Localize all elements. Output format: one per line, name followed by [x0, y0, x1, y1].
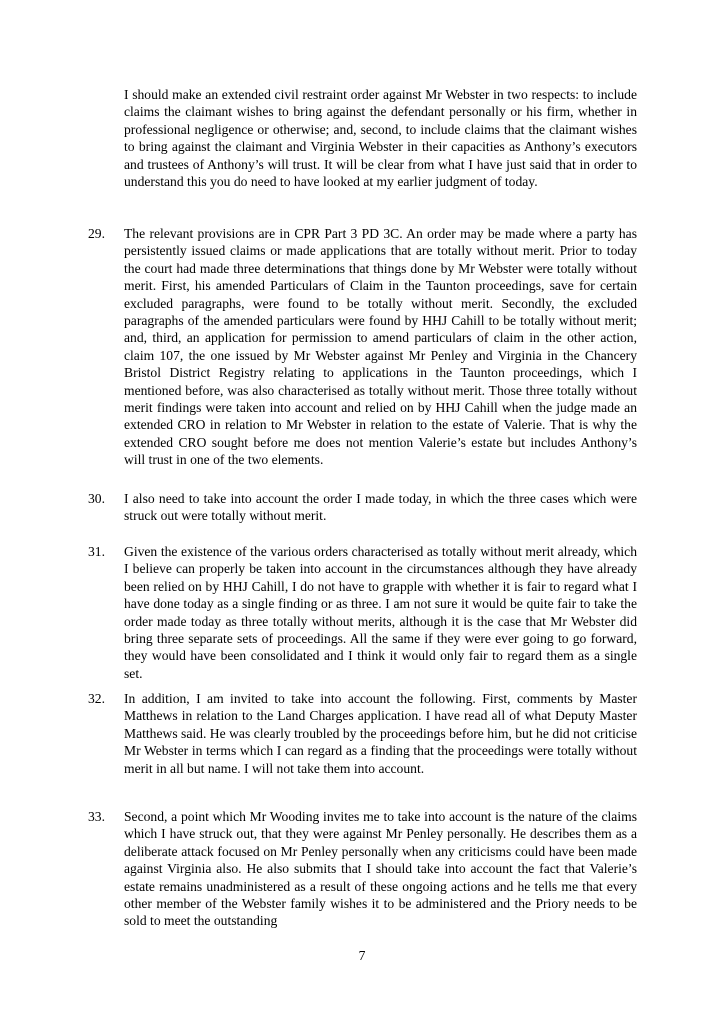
- page-number: 7: [358, 948, 366, 963]
- paragraph-33: [88, 808, 637, 930]
- paragraph-32: [88, 690, 637, 777]
- paragraph-text: Second, a point which Mr Wooding invites me to take into account is the nature of the claims which I have struck out, that they were against Mr Penley personally. He describes them as a deliberate attack focused on Mr Penley personally when any criticisms could have been made against Virginia also. He also submits that I should take into account the fact that Valerie’s estate remains unadministered as a result of these ongoing actions and he tells me that every other member of the Webster family wishes it to be administered and the Priory needs to be sold to meet the outstanding: [124, 809, 637, 929]
- paragraph-number: 31.: [88, 544, 105, 559]
- paragraph-text: The relevant provisions are in CPR Part 3 PD 3C. An order may be made where a party has persistently issued claims or made applications that are totally without merit. Prior to today the court had made three determinations that things done by Mr Webster were totally without merit. First, his amended Particulars of Claim in the Taunton proceedings, save for certain excluded paragraphs, were found to be totally without merit. Secondly, the excluded paragraphs of the amended particulars were found by HHJ Cahill to be totally without merit; and, third, an application for permission to amend particulars of claim in the other action, claim 107, the one issued by Mr Webster against Mr Penley and Virginia in the Chancery Bristol District Registry relating to applications in the Taunton proceedings, which I mentioned before, was also characterised as totally without merit. Those three totally without merit findings were taken into account and relied on by HHJ Cahill when the judge made an extended CRO in relation to Mr Webster in relation to the estate of Valerie. That is why the extended CRO sought before me does not mention Valerie’s estate but includes Anthony’s will trust in one of the two elements.: [124, 226, 637, 468]
- paragraph-number: 29.: [88, 226, 105, 241]
- paragraph-31: [88, 543, 637, 682]
- paragraph-number: 33.: [88, 809, 105, 824]
- paragraph-text: I also need to take into account the order I made today, in which the three cases which were struck out were totally without merit.: [124, 491, 637, 524]
- paragraph-29: [88, 225, 637, 469]
- paragraph-number: 32.: [88, 691, 105, 706]
- paragraph-30: [88, 490, 637, 525]
- paragraph-text: In addition, I am invited to take into account the following. First, comments by Master Matthews in relation to the Land Charges application. I have read all of what Deputy Master Matthews said. He was clearly troubled by the proceedings before him, but he did not criticise Mr Webster in terms which I can regard as a finding that the proceedings were totally without merit in all but name. I will not take them into account.: [124, 691, 637, 776]
- paragraph-number: 30.: [88, 491, 105, 506]
- intro-paragraph: I should make an extended civil restraint order against Mr Webster in two respects: to include claims the claimant wishes to bring against the defendant personally or his firm, whether in professional negligence or otherwise; and, second, to include claims that the claimant wishes to bring against the claimant and Virginia Webster in their capacities as Anthony’s executors and trustees of Anthony’s will trust. It will be clear from what I have just said that in order to understand this you do need to have looked at my earlier judgment of today.: [124, 87, 637, 190]
- paragraph-text: Given the existence of the various orders characterised as totally without merit already, which I believe can properly be taken into account in the circumstances although they have already been relied on by HHJ Cahill, I do not have to grapple with whether it is fair to regard what I have done today as a single finding or as three. I am not sure it would be quite fair to take the order made today as three totally without merits, although it is the case that Mr Webster did bring three separate sets of proceedings. All the same if they were ever going to go forward, they would have been consolidated and I think it would only fair to regard them as a single set.: [124, 544, 637, 681]
